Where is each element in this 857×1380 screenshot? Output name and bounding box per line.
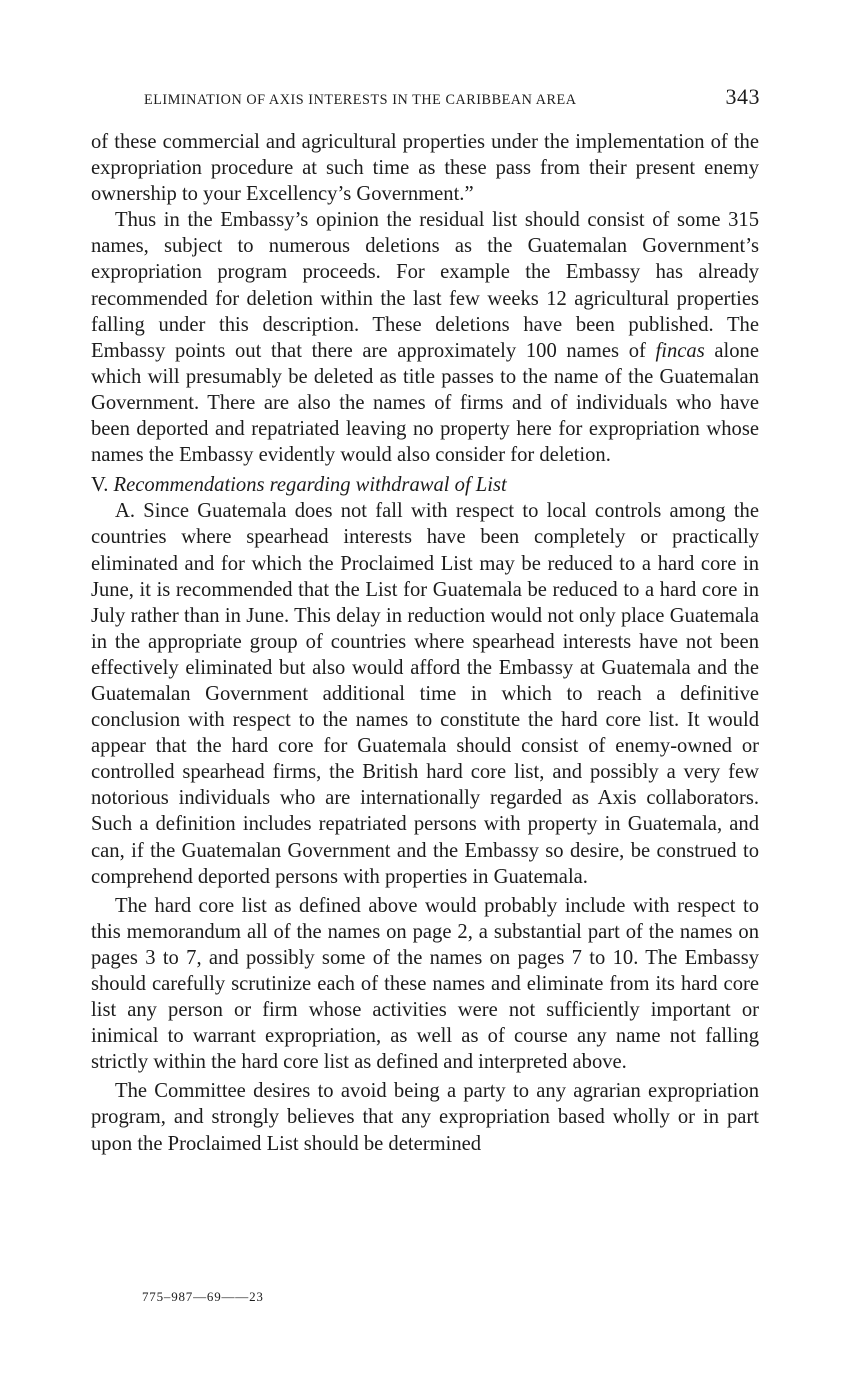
paragraph-residual-list	[91, 207, 759, 468]
section-number: V.	[91, 474, 109, 497]
paragraph-committee: The Committee desires to avoid being a party to any agrarian expropriation program, and strongly believes that any expropriation based wholly or in part upon the Proclaimed List should be determined	[91, 1080, 759, 1155]
print-code: 775–987—69——23	[142, 1289, 264, 1304]
page-header	[92, 84, 760, 116]
running-head: ELIMINATION OF AXIS INTERESTS IN THE CARIBBEAN AREA	[144, 92, 577, 108]
page-number: 343	[725, 84, 760, 109]
paragraph-text-part: Thus in the Embassy’s opinion the residual list should consist of some 315 names, subject to numerous deletions as the Guatemalan Government’s expropriation program proceeds. For example the Embassy has already recommended for deletion within the last few weeks 12 agricultural properties falling under this description. These deletions have been published. The Embassy points out that there are approximately 100 names of	[91, 209, 759, 362]
paragraph-continuation: of these commercial and agricultural properties under the implementation of the expropriation procedure at such time as these pass from their present enemy ownership to your Excellency’s Government.”	[91, 131, 759, 206]
section-title: Recommendations regarding withdrawal of List	[113, 474, 507, 497]
body-text	[91, 129, 759, 1157]
paragraph-hard-core-list: The hard core list as defined above would probably include with respect to this memorandum all of the names on page 2, a substantial part of the names on pages 3 to 7, and possibly some of the names on pages 7 to 10. The Embassy should carefully scrutinize each of these names and eliminate from its hard core list any person or firm whose activities were not sufficiently important or inimical to warrant expropriation, as well as of course any name not falling strictly within the hard core list as defined and interpreted above.	[91, 894, 759, 1074]
section-heading	[91, 472, 759, 498]
paragraph-recommendation-a: A. Since Guatemala does not fall with respect to local controls among the countries where spearhead interests have been completely or practically eliminated and for which the Proclaimed List may be reduced to a hard core in June, it is recommended that the List for Guatemala be reduced to a hard core in July rather than in June. This delay in reduction would not only place Guatemala in the appropriate group of countries where spearhead interests have not been effectively eliminated but also would afford the Embassy at Guatemala and the Guatemalan Government additional time in which to reach a definitive conclusion with respect to the names to constitute the hard core list. It would appear that the hard core for Guatemala should consist of enemy-owned or controlled spearhead firms, the British hard core list, and possibly a very few notorious individuals who are internationally regarded as Axis collaborators. Such a definition includes repatriated persons with property in Guatemala, and can, if the Guatemalan Government and the Embassy so desire, be construed to comprehend deported persons with properties in Guatemala.	[91, 500, 759, 888]
paragraph-text-part: alone which will presumably be deleted as title passes to the name of the Guatemalan Government. There are also the names of firms and of individuals who have been deported and repatriated leaving no property here for expropriation whose names the Embassy evidently would also consider for deletion.	[91, 339, 759, 467]
italic-term-fincas: fincas	[655, 339, 705, 362]
